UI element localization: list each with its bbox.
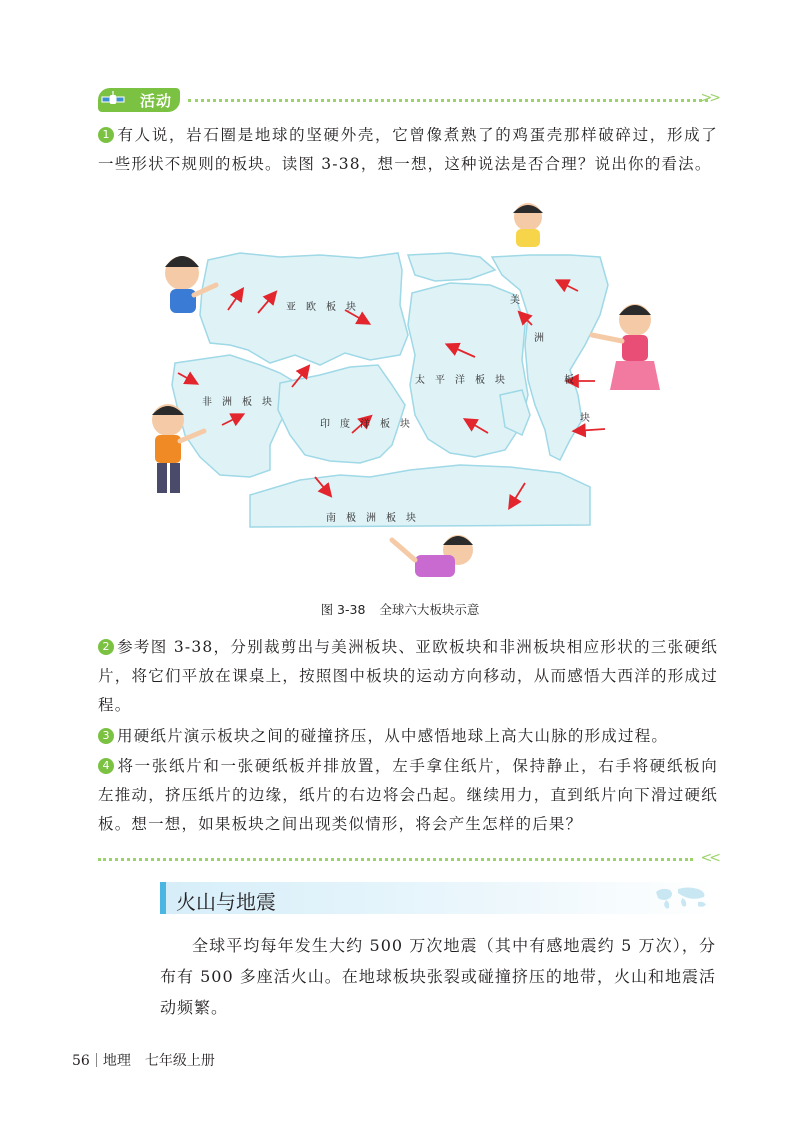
- footer-book: 七年级上册: [144, 1053, 215, 1069]
- section-accent-bar: [160, 882, 166, 914]
- double-chevron-right-icon: >>: [700, 90, 718, 106]
- section-body: 全球平均每年发生大约 500 万次地震（其中有感地震约 5 万次），分布有 500 多座活火山。在地球板块张裂或碰撞挤压的地带，火山和地震活动频繁。: [160, 936, 716, 1017]
- activity-item-1: [98, 121, 718, 179]
- philippine-piece: [408, 253, 495, 281]
- activity-header: [98, 88, 718, 114]
- item-number: 4: [98, 758, 114, 774]
- world-plates-map: [130, 195, 690, 605]
- activity-label: 活动: [139, 91, 172, 110]
- label-america-1: 美: [510, 295, 520, 306]
- world-map-icon: [652, 884, 712, 912]
- section-header: [160, 882, 716, 914]
- satellite-icon: [100, 90, 126, 110]
- item-number: 1: [98, 127, 114, 143]
- item-text: 有人说，岩石圈是地球的坚硬外壳，它曾像煮熟了的鸡蛋壳那样破碎过，形成了一些形状不规则的板块。读图 3-38，想一想，这种说法是否合理？说出你的看法。: [98, 126, 718, 173]
- double-chevron-left-icon: <<: [700, 850, 718, 866]
- child-right: [592, 304, 660, 390]
- activity-badge: [98, 88, 180, 112]
- figure-title: 全球六大板块示意: [379, 602, 480, 617]
- page-number: 56: [72, 1053, 90, 1069]
- label-eurasian: 亚 欧 板 块: [286, 302, 356, 313]
- label-african: 非 洲 板 块: [202, 397, 272, 408]
- plate-map-figure: [130, 195, 690, 605]
- figure-caption: [0, 600, 800, 618]
- arrow-america-4: [575, 429, 605, 431]
- child-bottom: [392, 535, 473, 577]
- activity-item-4: [98, 752, 718, 839]
- item-number: 2: [98, 639, 114, 655]
- activity-item-2: [98, 633, 718, 720]
- section-title: 火山与地震: [176, 890, 276, 914]
- pacific-plate: [408, 283, 528, 457]
- activity-end-divider: [98, 852, 718, 866]
- footer-separator: [96, 1053, 97, 1067]
- activity-item-3: [98, 722, 718, 751]
- label-pacific: 太 平 洋 板 块: [415, 375, 505, 386]
- label-america-3: 板: [564, 375, 574, 386]
- label-america-2: 洲: [534, 333, 544, 344]
- activity-divider: [188, 99, 708, 102]
- footer-subject: 地理: [102, 1053, 131, 1069]
- antarctic-plate: [250, 465, 590, 527]
- label-antarctic: 南 极 洲 板 块: [326, 513, 416, 524]
- item-number: 3: [98, 728, 114, 744]
- page-footer: [72, 1050, 215, 1070]
- item-text: 参考图 3-38，分别裁剪出与美洲板块、亚欧板块和非洲板块相应形状的三张硬纸片，将它们平放在课桌上，按照图中板块的运动方向移动，从而感悟大西洋的形成过程。: [98, 638, 718, 714]
- label-america-4: 块: [580, 413, 590, 424]
- item-text: 用硬纸片演示板块之间的碰撞挤压，从中感悟地球上高大山脉的形成过程。: [117, 727, 669, 745]
- figure-number: 图 3-38: [320, 602, 366, 617]
- child-top-right: [513, 203, 543, 247]
- label-indo: 印 度 洋 板 块: [320, 419, 410, 430]
- item-text: 将一张纸片和一张硬纸板并排放置，左手拿住纸片，保持静止，右手将硬纸板向左推动，挤压纸片的边缘，纸片的右边将会凸起。继续用力，直到纸片向下滑过硬纸板。想一想，如果板块之间出现类似情形，将会产生怎样的后果？: [98, 757, 718, 833]
